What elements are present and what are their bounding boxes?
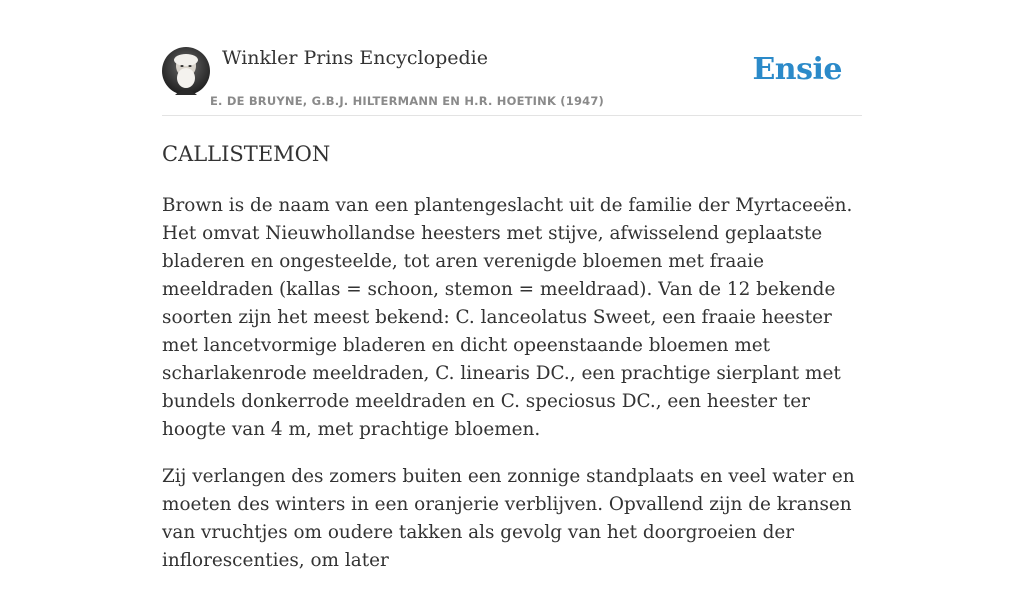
article-body xyxy=(162,192,862,594)
source-authors: E. DE BRUYNE, G.B.J. HILTERMANN EN H.R. HOETINK (1947) xyxy=(210,94,605,108)
article-paragraph-1: Brown is de naam van een plantengeslacht uit de familie der Myrtaceeën. Het omvat Nieuwhollandse heesters met stijve, afwisselend geplaatste bladeren en ongesteelde, tot aren verenigde bloemen met fraaie meeldraden (kallas = schoon, stemon = meeldraad). Van de 12 bekende soorten zijn het meest bekend: C. lanceolatus Sweet, een fraaie heester met lancetvormige bladeren en dicht opeenstaande bloemen met scharlakenrode meeldraden, C. linearis DC., een prachtige sierplant met bundels donkerrode meeldraden en C. speciosus DC., een heester ter hoogte van 4 m, met prachtige bloemen. xyxy=(162,195,853,440)
author-avatar[interactable] xyxy=(162,47,210,95)
article-title: CALLISTEMON xyxy=(162,142,331,166)
ensie-logo[interactable]: Ensie xyxy=(752,52,842,87)
source-title[interactable]: Winkler Prins Encyclopedie xyxy=(222,47,488,69)
article-paragraph-2: Zij verlangen des zomers buiten een zonnige standplaats en veel water en moeten des winters in een oranjerie verblijven. Opvallend zijn de kransen van vruchtjes om oudere takken als gevolg van het doorgroeien der inflorescenties, om later xyxy=(162,466,855,571)
content-column xyxy=(162,0,862,571)
source-header xyxy=(162,0,862,116)
